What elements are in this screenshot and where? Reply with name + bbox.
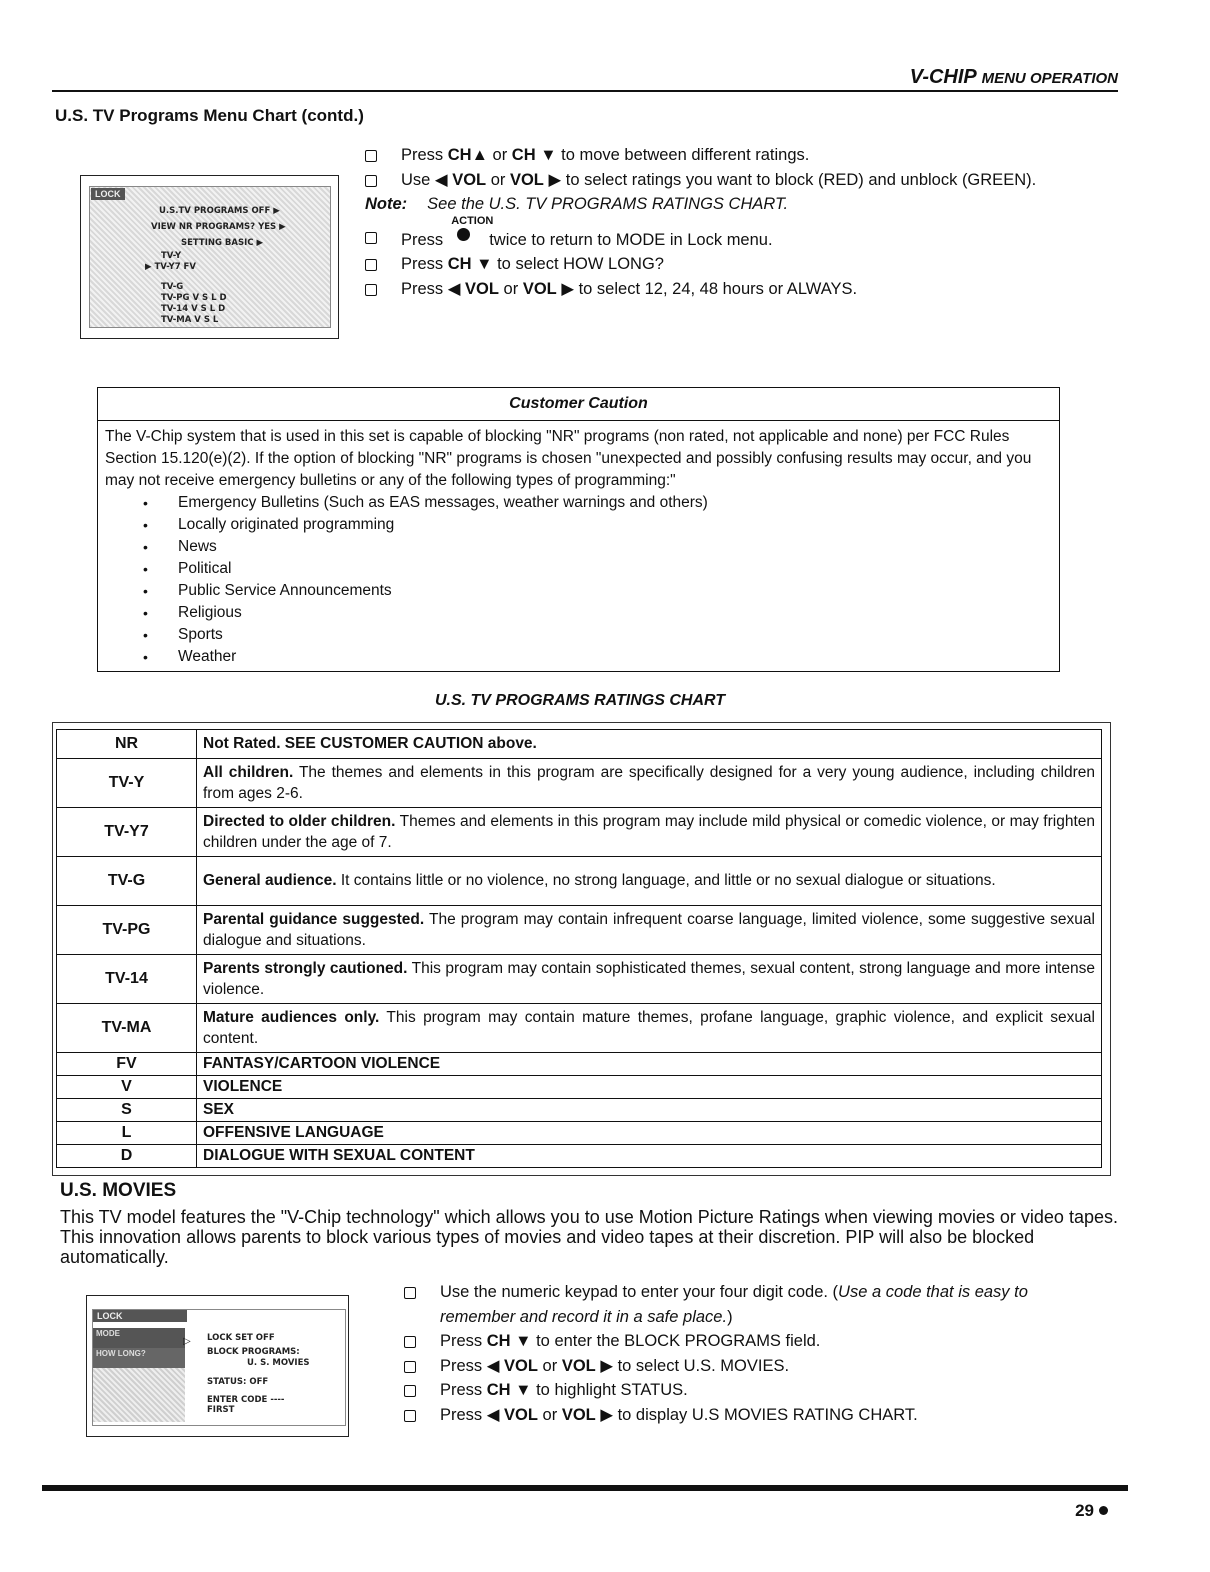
section-title: U.S. TV Programs Menu Chart (contd.) — [55, 106, 364, 125]
rating-description: Directed to older children. Themes and elements in this program may include mild physical or comedic violence, or may frighten children under the age of 7. — [197, 808, 1102, 857]
table-row — [57, 1004, 1102, 1053]
menu-side-mode: MODE — [93, 1328, 185, 1348]
ratings-chart-title: U.S. TV PROGRAMS RATINGS CHART — [434, 692, 726, 709]
menu-line: TV-G — [161, 282, 184, 292]
checkbox-icon — [365, 175, 377, 187]
instruction-item: Use the numeric keypad to enter your four digit code. (Use a code that is easy to remember and record it in a safe place.) — [404, 1280, 1094, 1329]
menu-line: TV-Y — [161, 251, 182, 261]
caution-intro: The V-Chip system that is used in this set is capable of blocking "NR" programs (non rated, not applicable and none) per FCC Rules Section 15.120(e)(2). If the option of blocking "NR" programs is chosen "unexpected and possibly confusing results may occur, and you may not receive emergency bulletins or any of the following types of programming:" — [105, 428, 1032, 489]
list-item: • News — [105, 536, 1053, 558]
ratings-table — [56, 729, 1102, 1168]
list-item: • Public Service Announcements — [105, 580, 1053, 602]
movies-paragraph: This TV model features the "V-Chip technology" which allows you to use Motion Picture Ratings when viewing movies or video tapes. This innovation allows parents to block various types of movies and video tapes at their discretion. PIP will also be blocked automatically. — [60, 1207, 1118, 1267]
rating-description: SEX — [197, 1099, 1102, 1122]
movies-instruction-list — [404, 1280, 1094, 1427]
menu-line: BLOCK PROGRAMS: — [207, 1347, 300, 1357]
rating-description: Not Rated. SEE CUSTOMER CAUTION above. — [197, 730, 1102, 759]
rating-description: All children. The themes and elements in this program are specifically designed for a very young audience, including children from ages 2-6. — [197, 759, 1102, 808]
caution-list — [105, 492, 1053, 668]
list-item: • Emergency Bulletins (Such as EAS messages, weather warnings and others) — [105, 492, 1053, 514]
menu-line: TV-PG V S L D — [161, 293, 227, 303]
table-row — [57, 808, 1102, 857]
rating-code: V — [57, 1076, 197, 1099]
rating-description: Parental guidance suggested. The program may contain infrequent coarse language, limited violence, some suggestive sexual dialogue and situations. — [197, 906, 1102, 955]
instruction-item: Press CH▲ or CH ▼ to move between different ratings. — [365, 143, 1036, 168]
list-item: • Religious — [105, 602, 1053, 624]
arrow-right-icon: ▷ — [183, 1336, 191, 1347]
footer-rule — [42, 1485, 1128, 1491]
table-row — [57, 1145, 1102, 1168]
instruction-item: Press CH ▼ to select HOW LONG? — [365, 252, 1036, 277]
customer-caution-box — [97, 387, 1060, 672]
instruction-item: Press CH ▼ to enter the BLOCK PROGRAMS field. — [404, 1329, 1094, 1354]
rating-code: S — [57, 1099, 197, 1122]
list-item: • Sports — [105, 624, 1053, 646]
rating-description: OFFENSIVE LANGUAGE — [197, 1122, 1102, 1145]
menu-tab-lock: LOCK — [91, 188, 125, 200]
checkbox-icon — [404, 1361, 416, 1373]
rating-code: TV-MA — [57, 1004, 197, 1053]
movies-heading: U.S. MOVIES — [60, 1180, 177, 1201]
bullet-icon — [1099, 1506, 1108, 1515]
table-row — [57, 1053, 1102, 1076]
checkbox-icon — [404, 1410, 416, 1422]
instruction-list — [365, 143, 1036, 301]
table-row — [57, 1122, 1102, 1145]
rating-code: L — [57, 1122, 197, 1145]
menu-tab-lock: LOCK — [93, 1310, 187, 1322]
instruction-item: Press CH ▼ to highlight STATUS. — [404, 1378, 1094, 1403]
menu-side-how-long: HOW LONG? — [93, 1348, 185, 1368]
rating-code: TV-Y7 — [57, 808, 197, 857]
rating-code: TV-14 — [57, 955, 197, 1004]
table-row — [57, 759, 1102, 808]
page-header-title: V-CHIP MENU OPERATION — [909, 66, 1118, 88]
checkbox-icon — [365, 232, 377, 244]
rating-code: TV-PG — [57, 906, 197, 955]
list-item: • Locally originated programming — [105, 514, 1053, 536]
list-item: • Weather — [105, 646, 1053, 668]
instruction-item: Press ◀ VOL or VOL ▶ to display U.S MOVIES RATING CHART. — [404, 1403, 1094, 1428]
table-row — [57, 955, 1102, 1004]
menu-line: ▶ TV-Y7 FV — [145, 262, 196, 272]
rating-description: VIOLENCE — [197, 1076, 1102, 1099]
instruction-item: Press ◀ VOL or VOL ▶ to select U.S. MOVIES. — [404, 1354, 1094, 1379]
rating-description: General audience. It contains little or no violence, no strong language, and little or no sexual dialogue or situations. — [197, 857, 1102, 906]
table-row — [57, 857, 1102, 906]
checkbox-icon — [404, 1287, 416, 1299]
us-movies-menu-image — [86, 1295, 349, 1437]
menu-line: FIRST — [207, 1405, 235, 1415]
rating-code: NR — [57, 730, 197, 759]
tv-programs-menu-image — [80, 175, 339, 339]
menu-line: STATUS: OFF — [207, 1377, 269, 1387]
instruction-item: Use ◀ VOL or VOL ▶ to select ratings you want to block (RED) and unblock (GREEN). — [365, 168, 1036, 193]
menu-line: U. S. MOVIES — [247, 1358, 310, 1368]
rating-description: DIALOGUE WITH SEXUAL CONTENT — [197, 1145, 1102, 1168]
checkbox-icon — [365, 284, 377, 296]
rating-description: Parents strongly cautioned. This program may contain sophisticated themes, sexual content, strong language and more intense violence. — [197, 955, 1102, 1004]
rating-code: D — [57, 1145, 197, 1168]
rating-code: FV — [57, 1053, 197, 1076]
table-row — [57, 906, 1102, 955]
menu-line: LOCK SET OFF — [207, 1333, 275, 1343]
table-row — [57, 1076, 1102, 1099]
rating-code: TV-G — [57, 857, 197, 906]
table-row — [57, 730, 1102, 759]
caution-title: Customer Caution — [98, 388, 1059, 421]
rating-description: FANTASY/CARTOON VIOLENCE — [197, 1053, 1102, 1076]
list-item: • Political — [105, 558, 1053, 580]
header-rule — [52, 90, 1118, 92]
checkbox-icon — [404, 1336, 416, 1348]
note: Note: See the U.S. TV PROGRAMS RATINGS CHART. — [365, 195, 789, 213]
rating-code: TV-Y — [57, 759, 197, 808]
menu-line: VIEW NR PROGRAMS? YES ▶ — [151, 222, 286, 232]
menu-line: TV-MA V S L — [161, 315, 219, 325]
checkbox-icon — [365, 150, 377, 162]
menu-line: ENTER CODE ---- — [207, 1395, 285, 1405]
checkbox-icon — [365, 259, 377, 271]
menu-line: TV-14 V S L D — [161, 304, 226, 314]
rating-description: Mature audiences only. This program may contain mature themes, profane language, graphic violence, and explicit sexual content. — [197, 1004, 1102, 1053]
menu-line: SETTING BASIC ▶ — [181, 238, 264, 248]
table-row — [57, 1099, 1102, 1122]
instruction-item: Press ◀ VOL or VOL ▶ to select 12, 24, 48 hours or ALWAYS. — [365, 277, 1036, 302]
checkbox-icon — [404, 1385, 416, 1397]
caution-text — [105, 426, 1053, 668]
page-number: 29 — [1075, 1501, 1108, 1521]
instruction-item: Press ACTION twice to return to MODE in Lock menu. — [365, 225, 1036, 253]
menu-line: U.S.TV PROGRAMS OFF ▶ — [159, 206, 280, 216]
action-button-icon: ACTION — [443, 225, 489, 245]
